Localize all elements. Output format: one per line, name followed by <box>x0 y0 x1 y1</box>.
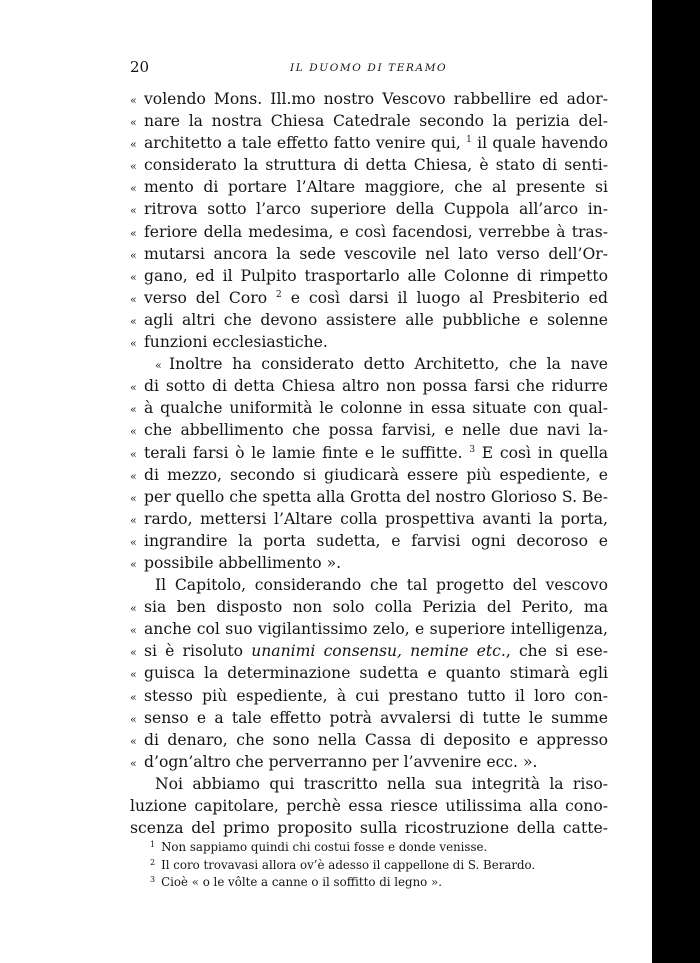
text-line <box>130 618 608 640</box>
line-text: guisca la determinazione sudetta e quanto stimarà egli <box>144 664 608 683</box>
line-text: stesso più espediente, à cui prestano tutto il loro con- <box>144 686 608 705</box>
text-line <box>130 397 608 419</box>
quote-mark: « <box>130 337 137 351</box>
quote-mark: « <box>130 646 137 660</box>
line-text: feriore della medesima, e così facendosi, verrebbe à tras- <box>144 222 608 241</box>
text-line <box>130 176 608 198</box>
line-text: si è risoluto <box>144 642 252 661</box>
line-text-cont: E così in quella <box>475 443 608 462</box>
line-text: che abbellimento che possa farvisi, e nelle due navi la- <box>144 421 608 440</box>
text-line <box>130 795 608 817</box>
footnote-number: 2 <box>150 857 156 867</box>
text-line <box>130 375 608 397</box>
quote-mark: « <box>130 624 137 638</box>
line-text: ritrova sotto l’arco superiore della Cuppola all’arco in- <box>144 200 608 219</box>
line-text-cont: il quale havendo <box>471 134 608 153</box>
quote-mark: « <box>130 690 137 704</box>
line-text: architetto a tale effetto fatto venire qui, <box>144 134 467 153</box>
line-text: scenza del primo proposito sulla ricostruzione della catte- <box>130 819 608 838</box>
line-text: per quello che spetta alla Grotta del nostro Glorioso S. Be- <box>144 487 608 506</box>
quote-mark: « <box>130 116 137 130</box>
page-number: 20 <box>130 58 150 76</box>
quote-mark: « <box>130 160 137 174</box>
line-text: mutarsi ancora la sede vescovile nel lato verso dell’Or- <box>144 244 608 263</box>
line-text: anche col suo vigilantissimo zelo, e superiore intelligenza, <box>144 620 608 639</box>
text-line <box>130 88 608 110</box>
quote-mark: « <box>130 270 137 284</box>
line-text: possibile abbellimento ». <box>144 553 342 572</box>
line-text: sia ben disposto non solo colla Perizia del Perito, ma <box>144 598 608 617</box>
line-text: senso e a tale effetto potrà avvalersi di tutte le summe <box>144 708 608 727</box>
footnote <box>150 857 620 875</box>
text-line <box>130 353 608 375</box>
line-text: terali farsi ò le lamie finte e le suffitte. <box>144 443 470 462</box>
quote-mark: « <box>155 359 162 373</box>
text-line <box>130 508 608 530</box>
quote-mark: « <box>130 491 137 505</box>
text-line <box>130 729 608 751</box>
text-line <box>130 331 608 353</box>
text-line <box>130 662 608 684</box>
text-line <box>130 309 608 331</box>
line-text-cont: , che si ese- <box>505 642 608 661</box>
text-line <box>130 707 608 729</box>
text-line <box>130 198 608 220</box>
text-line <box>130 154 608 176</box>
quote-mark: « <box>130 94 137 107</box>
text-line <box>130 773 608 795</box>
text-line <box>130 132 608 154</box>
quote-mark: « <box>130 314 137 328</box>
footnote-ref: 3 <box>469 444 476 455</box>
text-line <box>130 419 608 441</box>
text-line <box>130 552 608 574</box>
line-text: d’ogn’altro che perverranno per l’avvenire ecc. ». <box>144 752 538 771</box>
line-text: Inoltre ha considerato detto Architetto, che la nave <box>169 355 608 374</box>
text-line <box>130 464 608 486</box>
page-header <box>130 58 610 82</box>
line-text: à qualche uniformità le colonne in essa situate con qual- <box>144 399 608 418</box>
quote-mark: « <box>130 602 137 616</box>
footnote <box>150 874 620 892</box>
quote-mark: « <box>130 668 137 682</box>
quote-mark: « <box>130 182 137 196</box>
quote-mark: « <box>130 403 137 417</box>
line-text: di denaro, che sono nella Cassa di deposito e appresso <box>144 730 608 749</box>
quote-mark: « <box>130 248 137 262</box>
text-line <box>130 596 608 618</box>
line-text: di mezzo, secondo si giudicarà essere più espediente, e <box>144 465 608 484</box>
text-line <box>130 110 608 132</box>
line-text: ingrandire la porta sudetta, e farvisi ogni decoroso e <box>144 531 608 550</box>
text-line <box>130 574 608 596</box>
quote-mark: « <box>130 734 137 748</box>
footnote-text: Cioè « o le vôlte a canne o il soffitto di legno ». <box>161 875 443 889</box>
text-line <box>130 265 608 287</box>
quote-mark: « <box>130 292 137 306</box>
line-text: considerato la struttura di detta Chiesa, è stato di senti- <box>144 156 608 175</box>
latin-phrase: unanimi consensu, nemine etc. <box>251 642 506 661</box>
line-text: Noi abbiamo qui trascritto nella sua integrità la riso- <box>155 774 608 793</box>
text-line <box>130 243 608 265</box>
line-text: agli altri che devono assistere alle pubbliche e solenne <box>144 310 608 329</box>
quote-mark: « <box>130 381 137 395</box>
scan-border <box>652 0 700 963</box>
line-text: rardo, mettersi l’Altare colla prospettiva avanti la porta, <box>144 509 608 528</box>
quote-mark: « <box>130 513 137 527</box>
line-text: nare la nostra Chiesa Catedrale secondo la perizia del- <box>144 112 608 131</box>
text-line <box>130 640 608 662</box>
footnote-text: Non sappiamo quindi chi costui fosse e donde venisse. <box>161 840 488 854</box>
line-text: gano, ed il Pulpito trasportarlo alle Colonne di rimpetto <box>144 266 608 285</box>
text-line <box>130 817 608 839</box>
line-text: mento di portare l’Altare maggiore, che al presente si <box>144 178 608 197</box>
line-text: volendo Mons. Ill.mo nostro Vescovo rabbellire ed ador- <box>144 90 608 108</box>
quote-mark: « <box>130 204 137 218</box>
quote-mark: « <box>130 557 137 571</box>
footnote-ref: 1 <box>466 135 472 146</box>
footnote-number: 3 <box>150 875 156 884</box>
line-text: luzione capitolare, perchè essa riesce utilissima alla cono- <box>130 797 608 815</box>
text-line <box>130 685 608 707</box>
quote-mark: « <box>130 535 137 549</box>
running-title: IL DUOMO DI TERAMO <box>290 62 448 74</box>
footnote <box>150 839 620 857</box>
body-text <box>130 88 608 839</box>
quote-mark: « <box>130 447 137 461</box>
footnote-ref: 2 <box>276 289 282 300</box>
line-text: funzioni ecclesiastiche. <box>144 333 328 352</box>
quote-mark: « <box>130 425 137 439</box>
quote-mark: « <box>130 226 137 240</box>
text-line <box>130 442 608 464</box>
text-line <box>130 287 608 309</box>
footnote-text: Il coro trovavasi allora ov’è adesso il cappellone di S. Berardo. <box>161 857 536 872</box>
line-text: di sotto di detta Chiesa altro non possa farsi che ridurre <box>144 377 608 396</box>
text-line <box>130 530 608 552</box>
quote-mark: « <box>130 138 137 152</box>
footnote-number: 1 <box>150 840 156 849</box>
footnotes <box>150 839 620 892</box>
quote-mark: « <box>130 712 137 726</box>
line-text: verso del Coro <box>144 288 277 307</box>
quote-mark: « <box>130 469 137 483</box>
text-line <box>130 486 608 508</box>
text-line <box>130 221 608 243</box>
line-text: Il Capitolo, considerando che tal progetto del vescovo <box>155 576 608 595</box>
text-line <box>130 751 608 773</box>
quote-mark: « <box>130 756 137 770</box>
line-text-cont: e così darsi il luogo al Presbiterio ed <box>281 288 608 307</box>
